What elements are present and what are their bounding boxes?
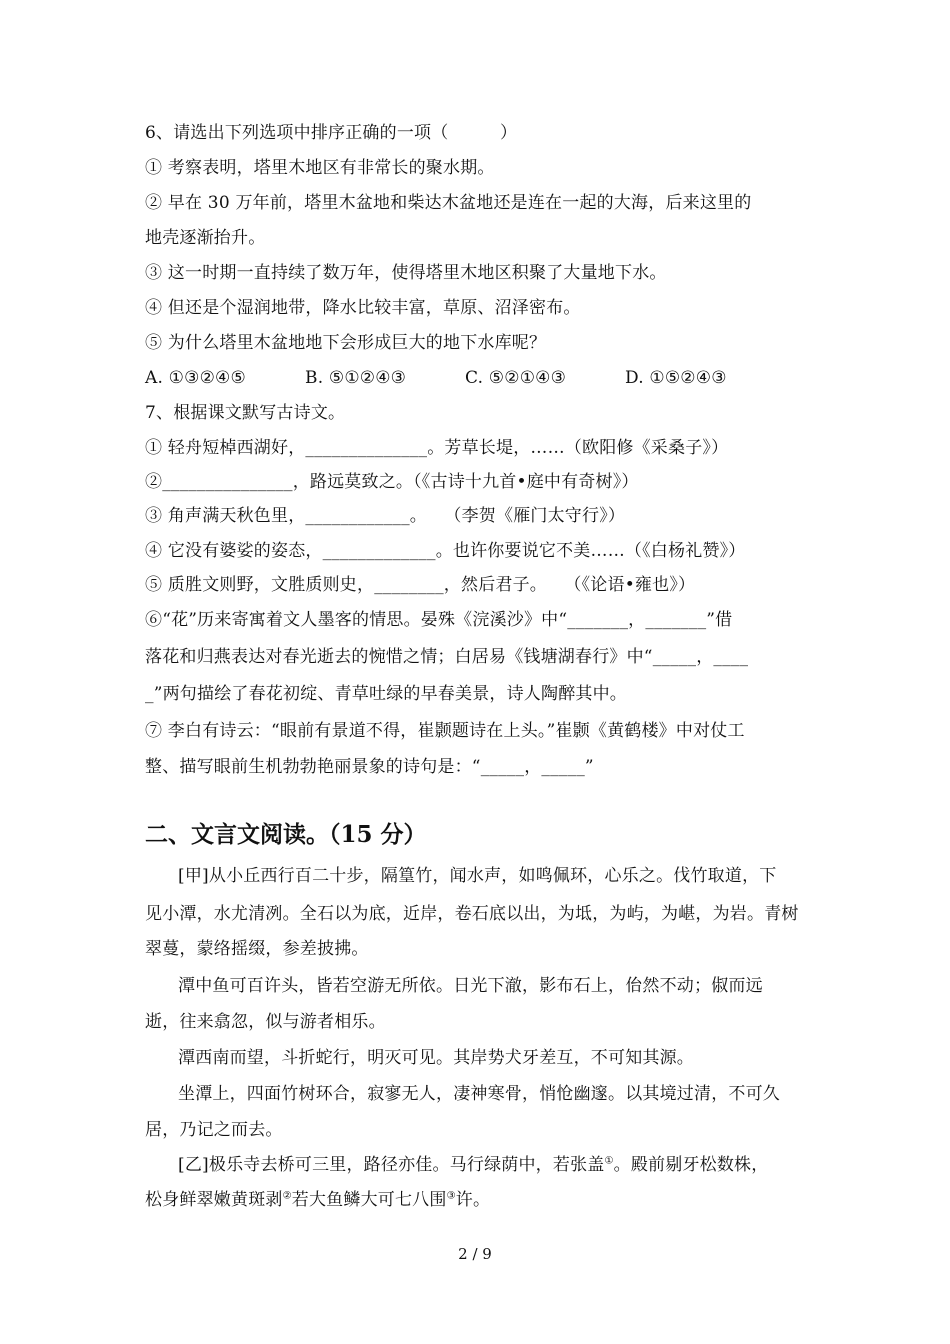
passage-yi-text-1-tail: 。殿前剔牙松数株， bbox=[613, 1155, 769, 1175]
passage-yi-text-1: [乙]极乐寺去桥可三里，路径亦佳。马行绿荫中，若张盖 bbox=[178, 1155, 605, 1175]
passage-yi-text-2c: 许。 bbox=[455, 1190, 491, 1210]
passage-jia-line-1: [甲]从小丘西行百二十步，隔篁竹，闻水声，如鸣佩环，心乐之。伐竹取道，下 bbox=[178, 866, 777, 886]
passage-yi-text-2a: 松身鲜翠嫩黄斑剥 bbox=[145, 1190, 283, 1210]
passage-yi-text-2b: 若大鱼鳞大可七八围 bbox=[291, 1190, 447, 1210]
q6-option-c: C. ⑤②①④③ bbox=[465, 368, 567, 388]
passage-yi-line-2 bbox=[145, 1189, 810, 1211]
section-heading: 二、文言文阅读。（15 分） bbox=[145, 821, 427, 848]
q7-line-7a: ⑦ 李白有诗云：“眼前有景道不得，崔颢题诗在上头。”崔颢《黄鹤楼》中对仗工 bbox=[145, 721, 745, 741]
q6-stem: 6、请选出下列选项中排序正确的一项（ ） bbox=[145, 123, 518, 143]
q6-sentence-1: ① 考察表明，塔里木地区有非常长的聚水期。 bbox=[145, 158, 495, 178]
q7-line-6b: 落花和归燕表达对春光逝去的惋惜之情；白居易《钱塘湖春行》中“_____，____ bbox=[145, 647, 749, 667]
passage-para4-line-2: 居，乃记之而去。 bbox=[145, 1120, 283, 1140]
passage-jia-line-2: 见小潭，水尤清冽。全石以为底，近岸，卷石底以出，为坻，为屿，为嵁，为岩。青树 bbox=[145, 904, 799, 924]
passage-jia-line-3: 翠蔓，蒙络摇缀，参差披拂。 bbox=[145, 939, 369, 959]
passage-para4-line-1: 坐潭上，四面竹树环合，寂寥无人，凄神寒骨，悄怆幽邃。以其境过清，不可久 bbox=[178, 1084, 780, 1104]
q6-sentence-5: ⑤ 为什么塔里木盆地地下会形成巨大的地下水库呢？ bbox=[145, 333, 547, 353]
q7-line-6c: _”两句描绘了春花初绽、青草吐绿的早春美景，诗人陶醉其中。 bbox=[145, 684, 627, 704]
q6-option-a: A. ①③②④⑤ bbox=[145, 368, 246, 388]
q7-line-6a: ⑥“花”历来寄寓着文人墨客的情思。晏殊《浣溪沙》中“_______，_______”借 bbox=[145, 610, 733, 630]
q6-sentence-2a: ② 早在 30 万年前，塔里木盆地和柴达木盆地还是连在一起的大海，后来这里的 bbox=[145, 193, 752, 213]
q7-line-5: ⑤ 质胜文则野，文胜质则史，________，然后君子。 （《论语•雍也》） bbox=[145, 575, 696, 595]
q6-options bbox=[145, 367, 810, 389]
page-number: 2 / 9 bbox=[458, 1245, 492, 1263]
q7-line-4: ④ 它没有婆娑的姿态，_____________。也许你要说它不美……（《白杨礼赞》） bbox=[145, 541, 746, 561]
q7-line-7b: 整、描写眼前生机勃勃艳丽景象的诗句是：“_____，_____” bbox=[145, 757, 594, 777]
q6-option-d: D. ①⑤②④③ bbox=[625, 368, 727, 388]
passage-para2-line-1: 潭中鱼可百许头，皆若空游无所依。日光下澈，影布石上，佁然不动；俶而远 bbox=[178, 976, 763, 996]
q7-stem: 7、根据课文默写古诗文。 bbox=[145, 403, 346, 423]
q6-sentence-4: ④ 但还是个湿润地带，降水比较丰富，草原、沼泽密布。 bbox=[145, 298, 581, 318]
footnote-marker-1: ① bbox=[604, 1155, 614, 1167]
q7-line-1: ① 轻舟短棹西湖好，______________。芳草长堤，……（欧阳修《采桑子》） bbox=[145, 438, 729, 458]
q7-line-2: ②_______________，路远莫致之。（《古诗十九首•庭中有奇树》） bbox=[145, 472, 639, 492]
passage-para3: 潭西南而望，斗折蛇行，明灭可见。其岸势犬牙差互，不可知其源。 bbox=[178, 1048, 694, 1068]
q6-sentence-2b: 地壳逐渐抬升。 bbox=[145, 228, 266, 248]
passage-para2-line-2: 逝，往来翕忽，似与游者相乐。 bbox=[145, 1012, 386, 1032]
footnote-marker-2: ② bbox=[282, 1190, 292, 1202]
q7-line-3: ③ 角声满天秋色里，____________。 （李贺《雁门太守行》） bbox=[145, 506, 626, 526]
q6-sentence-3: ③ 这一时期一直持续了数万年，使得塔里木地区积聚了大量地下水。 bbox=[145, 263, 667, 283]
passage-yi-line-1 bbox=[178, 1154, 810, 1176]
footnote-marker-3: ③ bbox=[446, 1190, 456, 1202]
q6-option-b: B. ⑤①②④③ bbox=[305, 368, 407, 388]
